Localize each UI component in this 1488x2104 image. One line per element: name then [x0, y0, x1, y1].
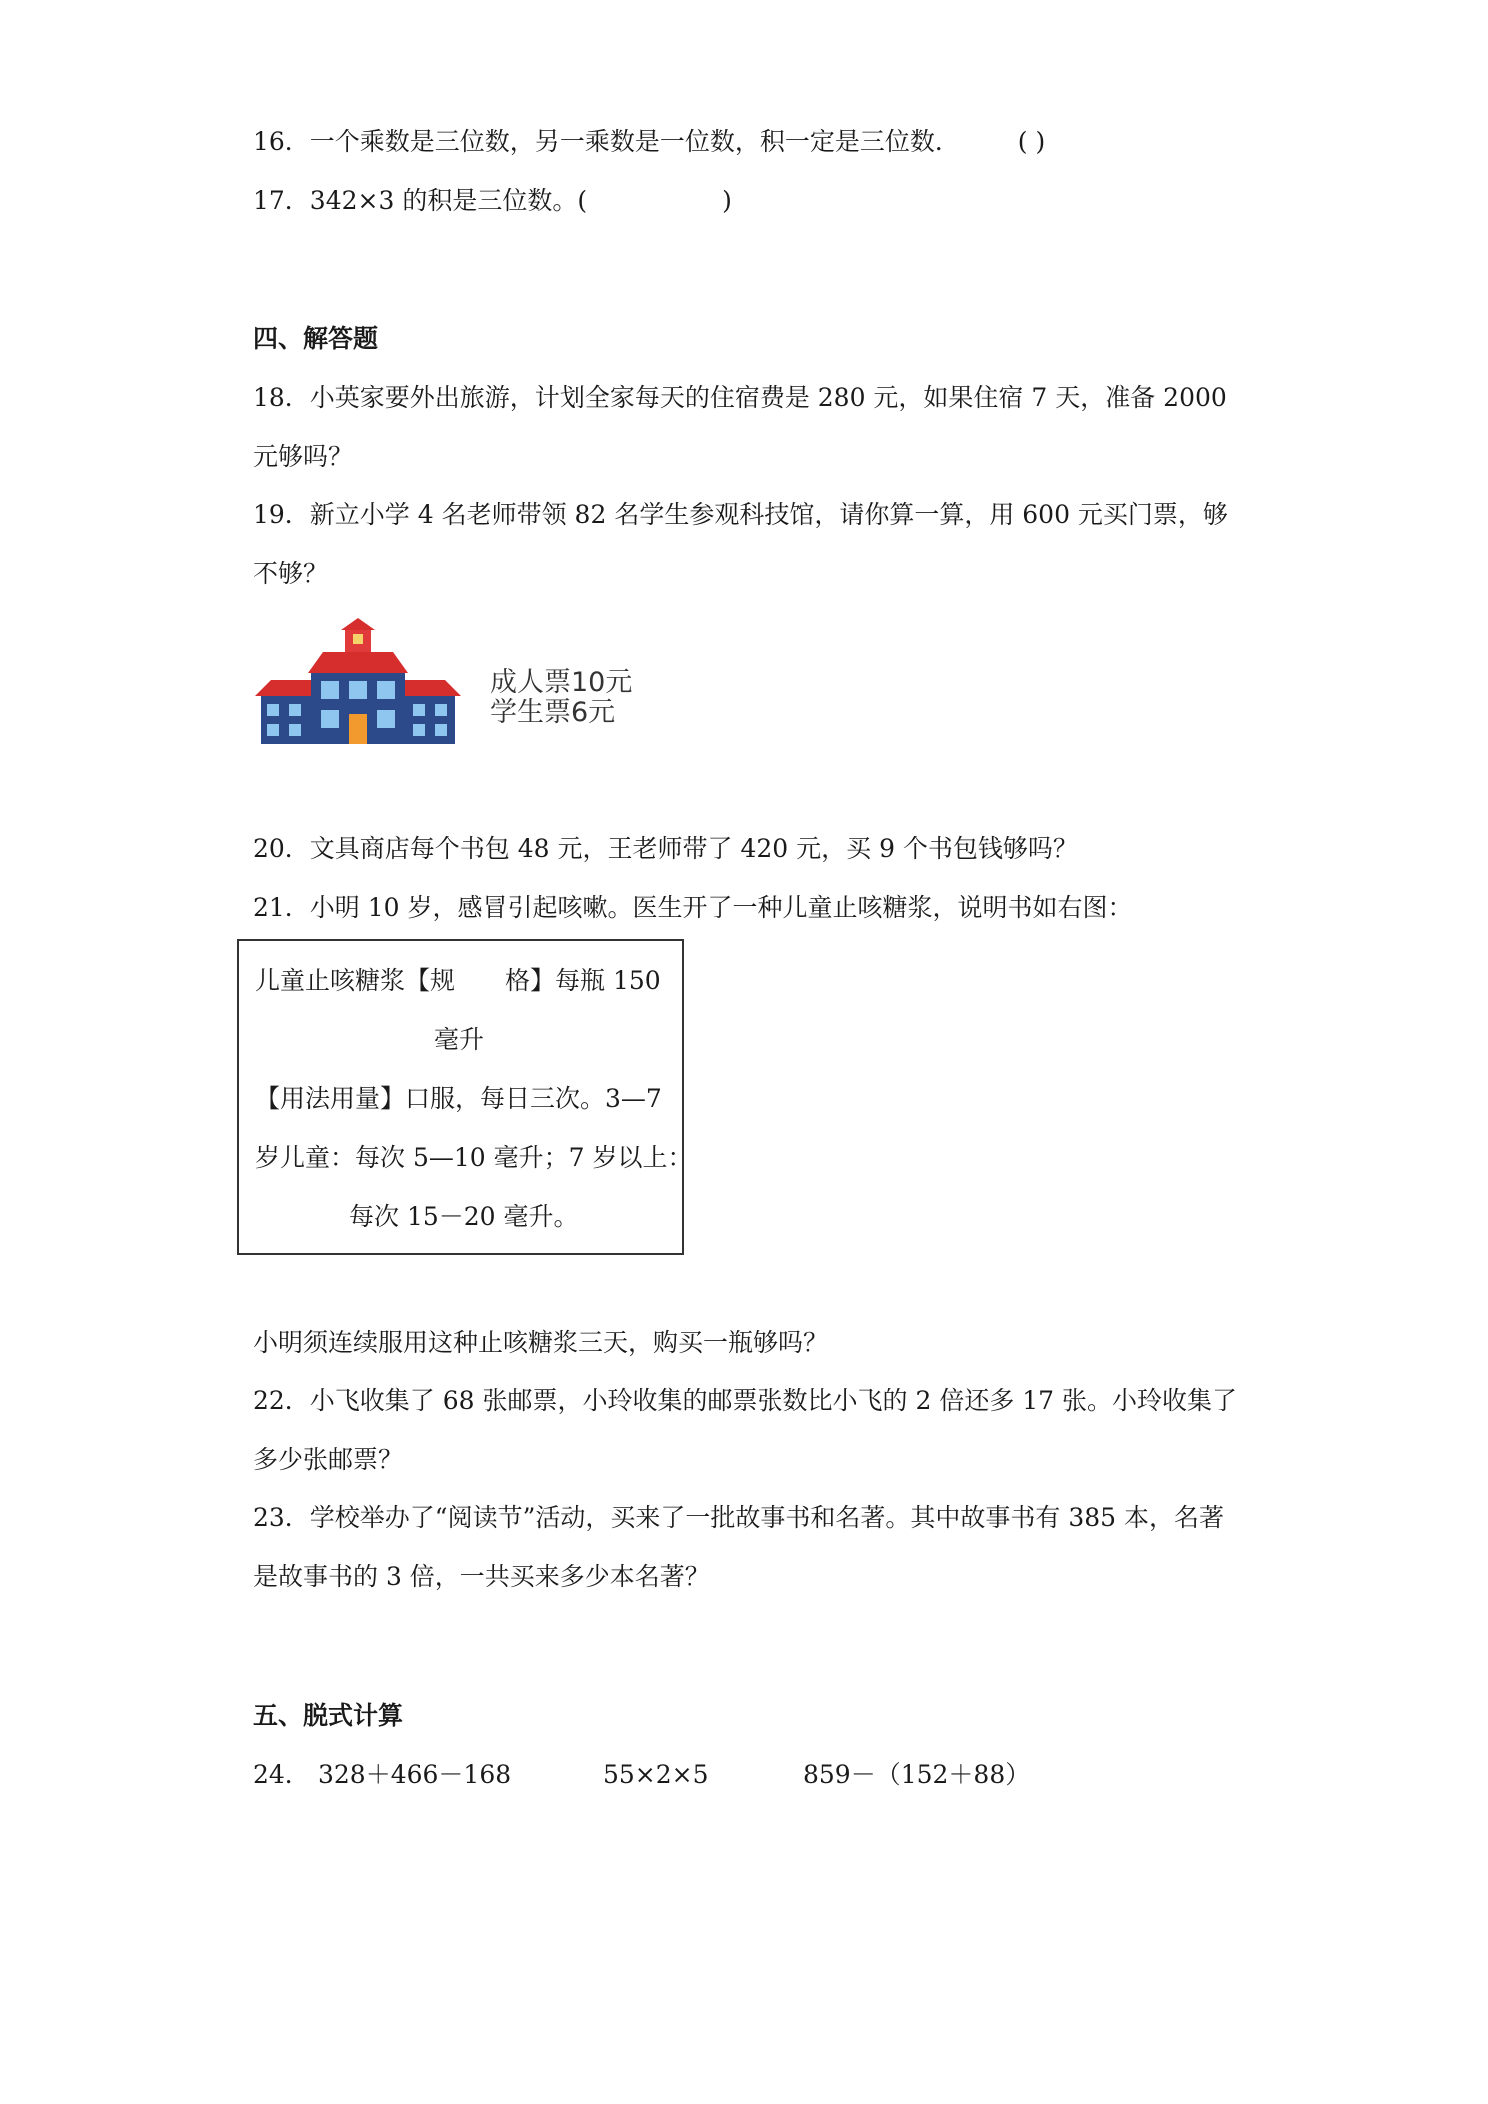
museum-building-icon [253, 618, 463, 744]
question-21-question: 小明须连续服用这种止咳糖浆三天，购买一瓶够吗？ [253, 1328, 829, 1357]
instruction-line-2: 毫升 [434, 1025, 485, 1054]
answer-paren-close-17: ) [722, 186, 732, 215]
ticket-price-adult: 成人票10元 [490, 667, 633, 698]
calc-expression-2: 55×2×5 [603, 1760, 709, 1789]
instruction-line-3: 【用法用量】口服，每日三次。3—7 [255, 1084, 662, 1113]
question-19-line1: 19．新立小学 4 名老师带领 82 名学生参观科技馆，请你算一算，用 600 元买门票，够 [253, 500, 1228, 529]
question-16-text: 16．一个乘数是三位数，另一乘数是一位数，积一定是三位数． [253, 127, 960, 156]
question-23-line1: 23．学校举办了“阅读节”活动，买来了一批故事书和名著。其中故事书有 385 本，名著 [253, 1503, 1224, 1532]
question-16 [253, 125, 1045, 159]
section-4-heading: 四、解答题 [253, 324, 379, 353]
question-17 [253, 184, 732, 218]
medicine-instruction-box [237, 939, 693, 1255]
question-18-line2: 元够吗？ [253, 442, 354, 471]
calc-expression-3: 859－（152＋88） [803, 1760, 1031, 1789]
section-5-heading: 五、脱式计算 [253, 1701, 404, 1730]
question-17-text: 17．342×3 的积是三位数。( [253, 186, 588, 215]
question-18-line1: 18．小英家要外出旅游，计划全家每天的住宿费是 280 元，如果住宿 7 天，准备 2000 [253, 383, 1227, 412]
question-20: 20．文具商店每个书包 48 元，王老师带了 420 元，买 9 个书包钱够吗？ [253, 834, 1078, 863]
question-19-line2: 不够？ [253, 559, 329, 588]
instruction-line-4: 岁儿童：每次 5—10 毫升；7 岁以上： [255, 1143, 693, 1172]
instruction-line-1: 儿童止咳糖浆【规 格】每瓶 150 [255, 966, 661, 995]
calc-expression-1: 328＋466－168 [318, 1760, 512, 1789]
question-21-intro: 21．小明 10 岁，感冒引起咳嗽。医生开了一种儿童止咳糖浆，说明书如右图： [253, 893, 1133, 922]
instruction-line-5: 每次 15－20 毫升。 [349, 1202, 579, 1231]
question-22-line2: 多少张邮票？ [253, 1445, 404, 1474]
ticket-price-student: 学生票6元 [490, 697, 616, 728]
question-22-line1: 22．小飞收集了 68 张邮票，小玲收集的邮票张数比小飞的 2 倍还多 17 张。小玲收集了 [253, 1386, 1238, 1415]
question-23-line2: 是故事书的 3 倍，一共买来多少本名著？ [253, 1562, 710, 1591]
answer-paren-16[interactable]: ( ) [1017, 127, 1046, 156]
question-24-number: 24． [253, 1760, 310, 1789]
